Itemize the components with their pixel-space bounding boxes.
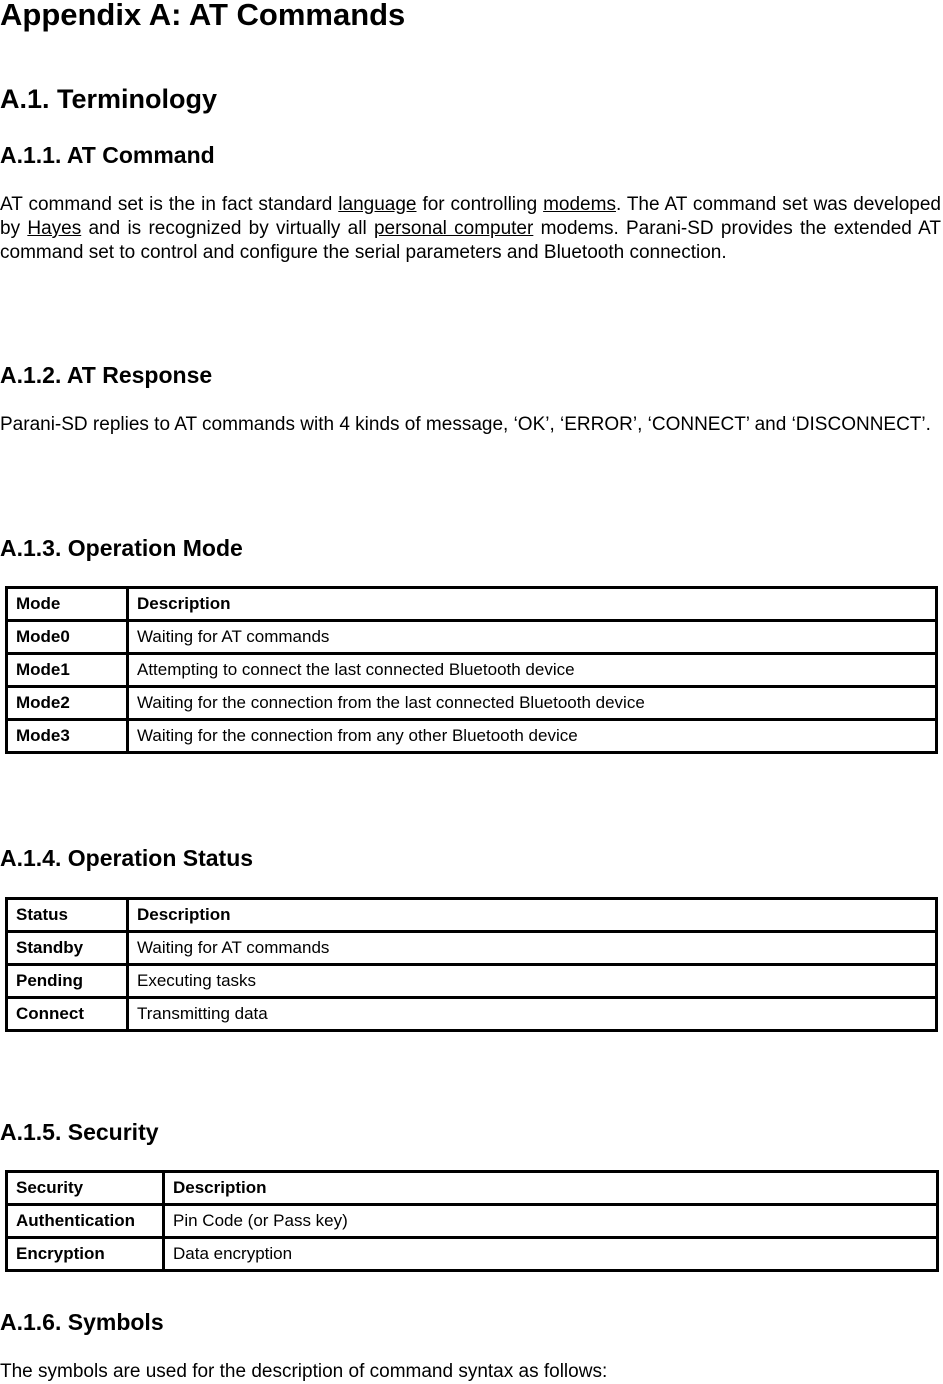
- description-cell: Transmitting data: [128, 998, 937, 1031]
- description-cell: Pin Code (or Pass key): [164, 1205, 938, 1238]
- table-header-row: [7, 899, 937, 932]
- link-language[interactable]: language: [338, 194, 417, 215]
- security-cell: Encryption: [7, 1238, 164, 1271]
- heading-at-response: A.1.2. AT Response: [0, 362, 213, 388]
- heading-at-command: A.1.1. AT Command: [0, 142, 215, 168]
- column-header: Description: [164, 1172, 938, 1205]
- table-header-row: [7, 588, 937, 621]
- link-modems[interactable]: modems: [543, 194, 616, 215]
- symbols-paragraph: The symbols are used for the description of command syntax as follows:: [0, 1361, 608, 1382]
- status-cell: Pending: [7, 965, 128, 998]
- heading-security: A.1.5. Security: [0, 1119, 159, 1145]
- column-header: Description: [128, 899, 937, 932]
- appendix-title: Appendix A: AT Commands: [0, 0, 406, 32]
- table-row: [7, 654, 937, 687]
- security-cell: Authentication: [7, 1205, 164, 1238]
- mode-cell: Mode0: [7, 621, 128, 654]
- table-row: [7, 965, 937, 998]
- description-cell: Waiting for AT commands: [128, 932, 937, 965]
- table-row: [7, 687, 937, 720]
- link-hayes[interactable]: Hayes: [27, 218, 82, 239]
- table-row: [7, 932, 937, 965]
- link-personal-computer[interactable]: personal computer: [373, 218, 534, 239]
- heading-operation-status: A.1.4. Operation Status: [0, 845, 254, 871]
- operation-status-table: [5, 897, 938, 1032]
- column-header: Mode: [7, 588, 128, 621]
- at-response-paragraph: Parani-SD replies to AT commands with 4 kinds of message, ‘OK’, ‘ERROR’, ‘CONNECT’ and ‘DISCONNECT’.: [0, 414, 931, 435]
- description-cell: Waiting for the connection from the last connected Bluetooth device: [128, 687, 937, 720]
- mode-cell: Mode3: [7, 720, 128, 753]
- table-row: [7, 998, 937, 1031]
- column-header: Description: [128, 588, 937, 621]
- heading-symbols: A.1.6. Symbols: [0, 1309, 164, 1335]
- table-row: [7, 1238, 938, 1271]
- column-header: Security: [7, 1172, 164, 1205]
- table-row: [7, 621, 937, 654]
- at-command-paragraph: AT command set is the in fact standard language for controlling modems. The AT command set was developed by Hayes and is recognized by virtually all personal computer modems. Parani-SD provides the extended AT command set to control and configure the serial parameters and Bluetooth connection.: [0, 194, 941, 263]
- description-cell: Attempting to connect the last connected Bluetooth device: [128, 654, 937, 687]
- section-title-terminology: A.1. Terminology: [0, 84, 218, 114]
- status-cell: Connect: [7, 998, 128, 1031]
- security-table: [5, 1170, 939, 1272]
- column-header: Status: [7, 899, 128, 932]
- table-row: [7, 1205, 938, 1238]
- description-cell: Waiting for AT commands: [128, 621, 937, 654]
- description-cell: Data encryption: [164, 1238, 938, 1271]
- description-cell: Waiting for the connection from any other Bluetooth device: [128, 720, 937, 753]
- table-header-row: [7, 1172, 938, 1205]
- mode-cell: Mode2: [7, 687, 128, 720]
- operation-mode-table: [5, 586, 938, 754]
- heading-operation-mode: A.1.3. Operation Mode: [0, 535, 243, 561]
- mode-cell: Mode1: [7, 654, 128, 687]
- table-row: [7, 720, 937, 753]
- description-cell: Executing tasks: [128, 965, 937, 998]
- status-cell: Standby: [7, 932, 128, 965]
